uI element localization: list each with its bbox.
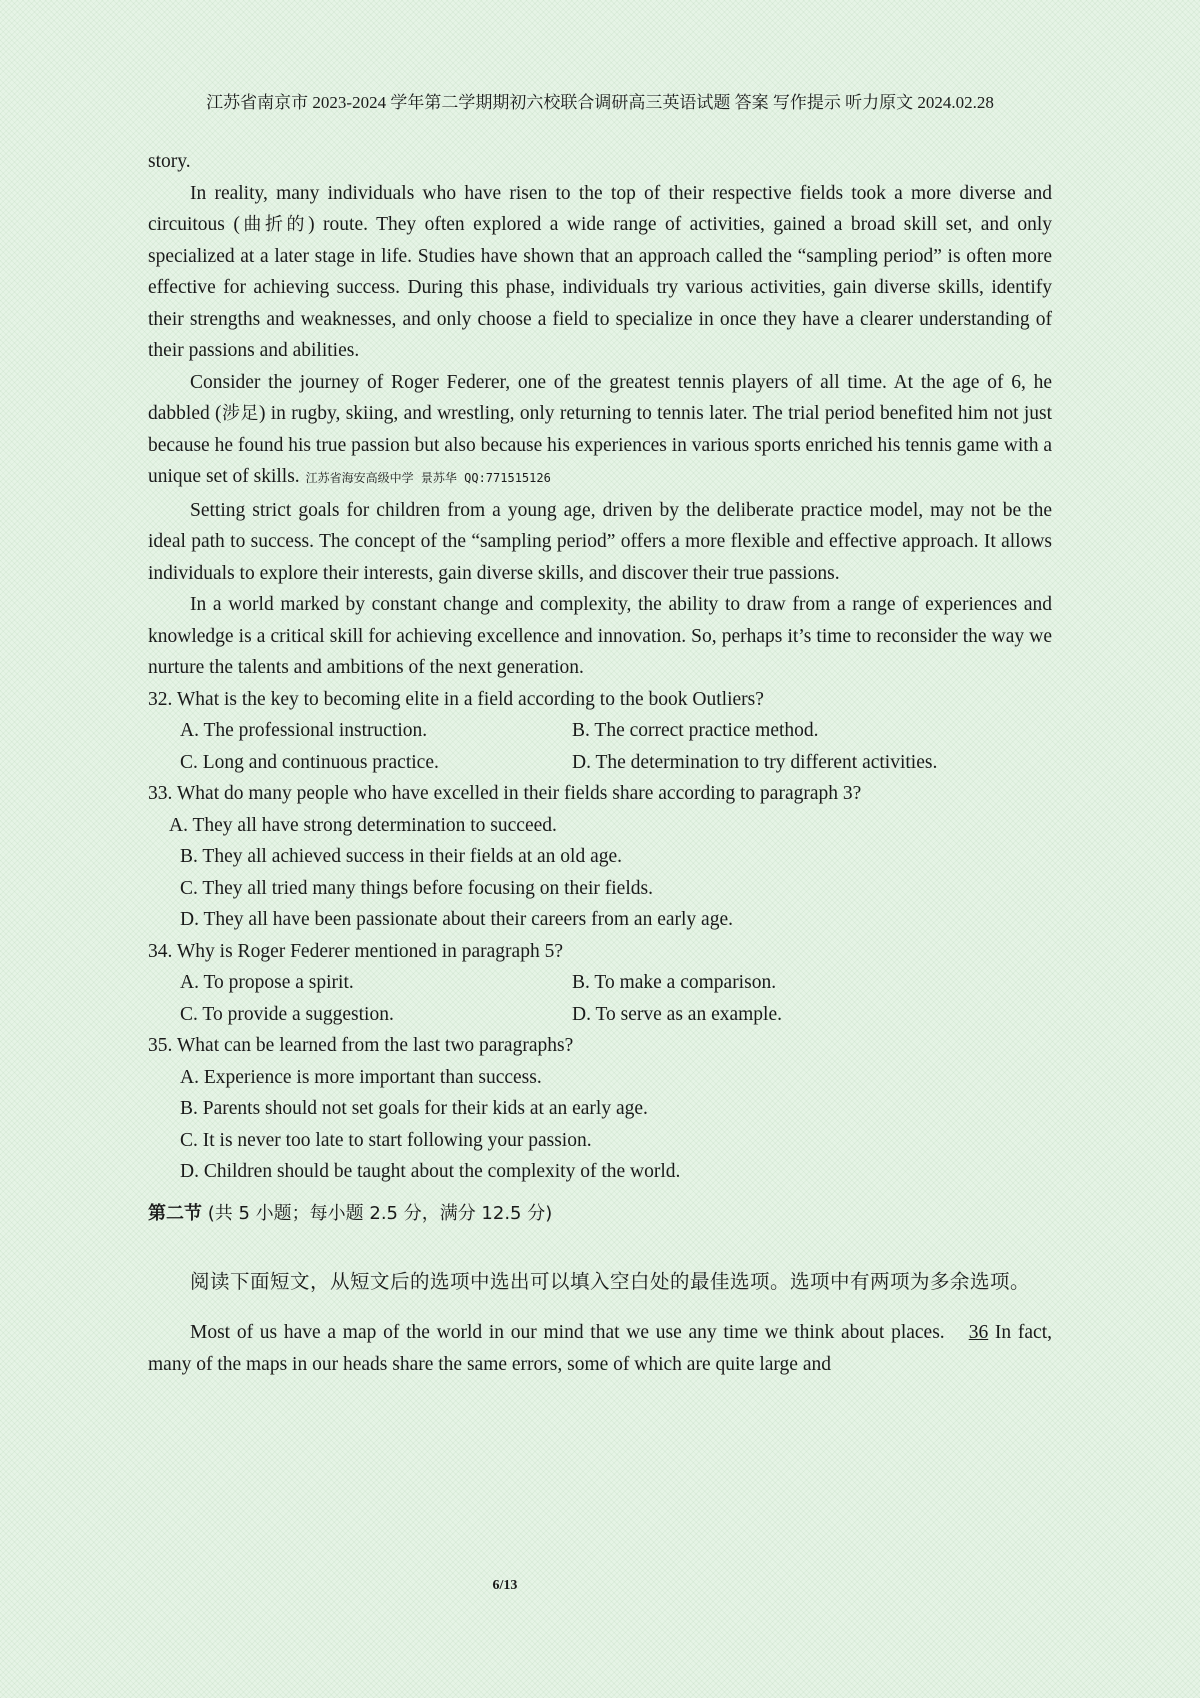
option-row xyxy=(148,715,1052,747)
option: D. They all have been passionate about their careers from an early age. xyxy=(180,909,733,930)
option: A. To propose a spirit. xyxy=(180,972,354,993)
option: C. To provide a suggestion. xyxy=(180,1003,394,1025)
answer-blank: 36 xyxy=(968,1322,989,1343)
page-header: 江苏省南京市 2023-2024 学年第二学期期初六校联合调研高三英语试题 答案 写作提示 听力原文 2024.02.28 xyxy=(206,93,994,112)
page-number: 6/13 xyxy=(492,1578,518,1593)
option: C. They all tried many things before focusing on their fields. xyxy=(180,877,653,899)
option: B. They all achieved success in their fields at an old age. xyxy=(180,846,623,867)
chinese-gloss: 涉足 xyxy=(221,403,259,424)
section-title: 第二节 xyxy=(148,1202,202,1224)
paragraph: In a world marked by constant change and complexity, the ability to draw from a range of experiences and knowledge is a critical skill for achieving excellence and innovation. So, perhaps it’s time to reconsider the way we nurture the talents and ambitions of the next generation. xyxy=(148,594,1052,678)
question-stem: 34. Why is Roger Federer mentioned in paragraph 5? xyxy=(148,940,563,962)
option: B. Parents should not set goals for their kids at an early age. xyxy=(180,1098,648,1119)
option: D. Children should be taught about the complexity of the world. xyxy=(180,1161,681,1182)
option: D. To serve as an example. xyxy=(572,1003,782,1025)
option: D. The determination to try different activities. xyxy=(572,751,938,773)
option: C. Long and continuous practice. xyxy=(180,751,439,773)
paragraph: Consider the journey of Roger Federer, one of the greatest tennis players of all time. At the age of 6, he dabbled (涉足) in rugby, skiing, and wrestling, only returning to tennis later. The trial period benefited him not just because he found his true passion but also because his experiences in various sports enriched his tennis game with a unique set of skills. 江苏省海安高级中学 景苏华 QQ:771515126 xyxy=(148,371,1052,487)
paragraph: Most of us have a map of the world in our mind that we use any time we think about places. 36 In fact, many of the maps in our heads share the same errors, some of which are quite large and xyxy=(148,1322,1052,1375)
chinese-gloss: 曲折的 xyxy=(239,214,309,235)
option: B. To make a comparison. xyxy=(572,972,777,993)
option: A. The professional instruction. xyxy=(180,720,428,741)
paragraph: Setting strict goals for children from a young age, driven by the deliberate practice model, may not be the ideal path to success. The concept of the “sampling period” offers a more flexible and effective approach. It allows individuals to explore their interests, gain diverse skills, and discover their true passions. xyxy=(148,499,1052,584)
document-body xyxy=(148,146,1052,1380)
question-stem: 35. What can be learned from the last two paragraphs? xyxy=(148,1035,574,1056)
option-row xyxy=(148,747,1052,779)
question-stem: 32. What is the key to becoming elite in a field according to the book Outliers? xyxy=(148,688,764,710)
option: B. The correct practice method. xyxy=(572,720,819,741)
passage-fragment: story. xyxy=(148,151,191,172)
option: A. They all have strong determination to succeed. xyxy=(169,814,557,836)
option-row xyxy=(148,999,1052,1031)
option: C. It is never too late to start following your passion. xyxy=(180,1129,592,1151)
section-info: (共 5 小题；每小题 2.5 分，满分 12.5 分) xyxy=(202,1202,553,1224)
option-row xyxy=(148,967,1052,999)
paragraph: In reality, many individuals who have risen to the top of their respective fields took a more diverse and circuitous (曲折的) route. They often explored a wide range of activities, gained a broad skill set, and only specialized at a later stage in life. Studies have shown that an approach called the “sampling period” is often more effective for achieving success. During this phase, individuals try various activities, gain diverse skills, identify their strengths and weaknesses, and only choose a field to specialize in once they have a clearer understanding of their passions and abilities. xyxy=(148,182,1053,361)
watermark-note: 江苏省海安高级中学 景苏华 QQ:771515126 xyxy=(305,471,551,485)
option: A. Experience is more important than success. xyxy=(180,1066,542,1088)
question-stem: 33. What do many people who have excelled in their fields share according to paragraph 3? xyxy=(148,783,862,804)
section-instruction: 阅读下面短文，从短文后的选项中选出可以填入空白处的最佳选项。选项中有两项为多余选项。 xyxy=(190,1270,1031,1293)
section-heading xyxy=(148,1198,1052,1230)
